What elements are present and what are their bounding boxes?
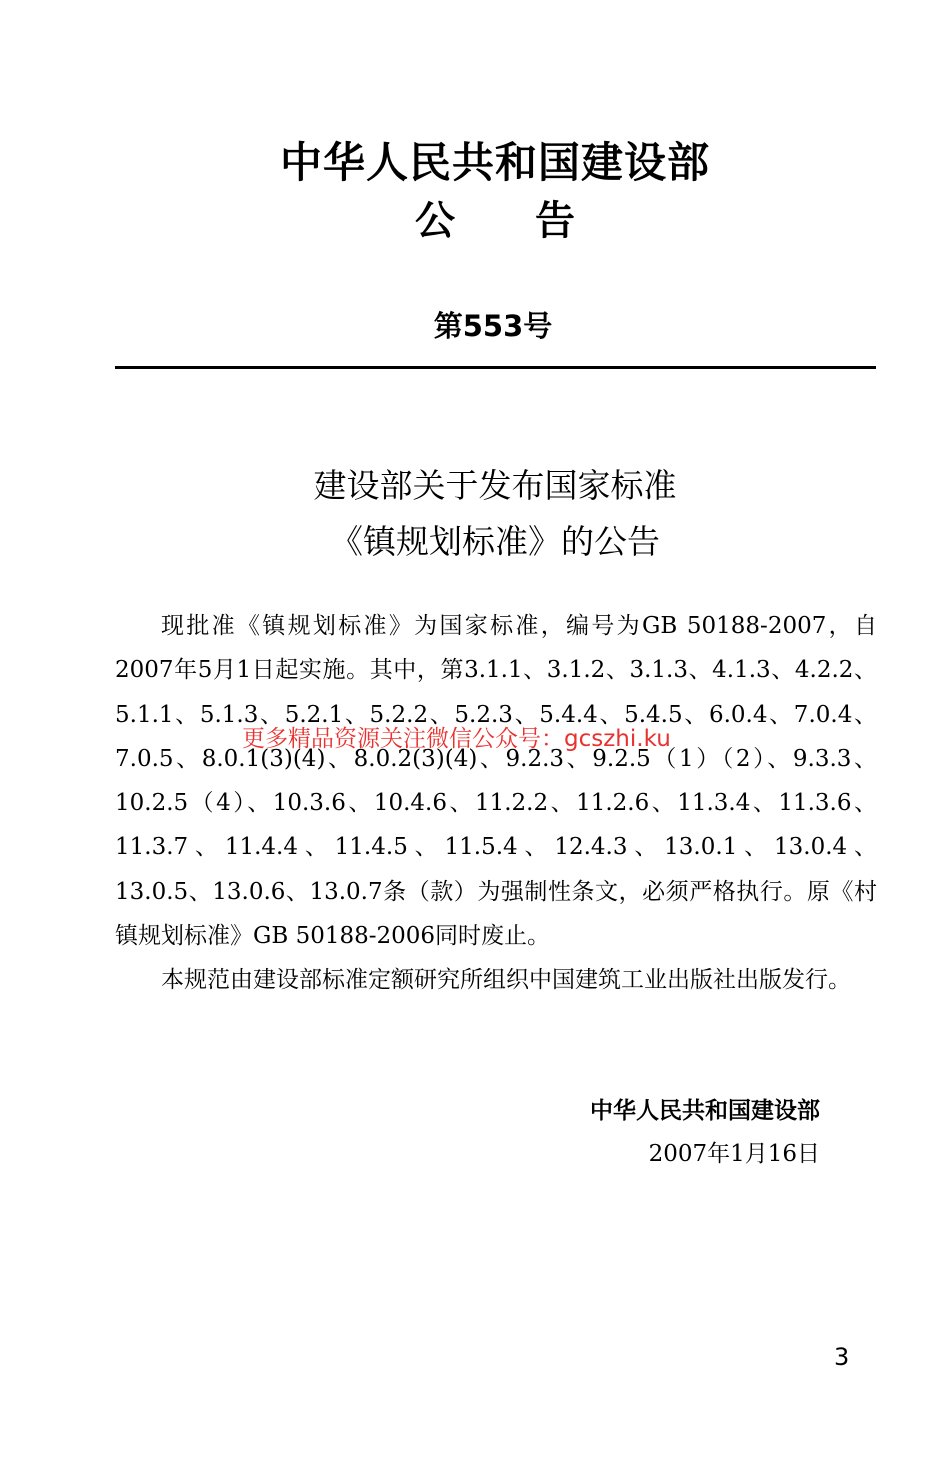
- signature-date: 2007年1月16日: [648, 1141, 820, 1167]
- signature-block: [450, 1090, 820, 1176]
- page-number: 3: [834, 1343, 850, 1371]
- notice-title: [0, 458, 950, 570]
- issuer-title: 中华人民共和国建设部: [279, 138, 710, 187]
- announcement-body: [115, 604, 877, 1003]
- body-paragraph-approval: 现批准《镇规划标准》为国家标准，编号为GB 50188-2007，自2007年5月1日起实施。其中，第3.1.1、3.1.2、3.1.3、4.1.3、4.2.2、5.1.1、5.1.3、5.2.1、5.2.2、5.2.3、5.4.4、5.4.5、6.0.4、7.0.4、7.0.5、8.0.1(3)(4)、8.0.2(3)(4)、9.2.3、9.2.5（1）（2）、9.3.3、10.2.5（4）、10.3.6、10.4.6、11.2.2、11.2.6、11.3.4、11.3.6、11.3.7、11.4.4、11.4.5、11.5.4、12.4.3、13.0.1、13.0.4、13.0.5、13.0.6、13.0.7条（款）为强制性条文，必须严格执行。原《村镇规划标准》GB 50188-2006同时废止。: [115, 613, 877, 950]
- watermark-text: 更多精品资源关注微信公众号：gcszhi.ku: [242, 726, 671, 752]
- document-type-title: 公告: [415, 198, 655, 244]
- header-divider: [115, 366, 876, 369]
- announcement-number: 第553号: [433, 309, 553, 343]
- notice-title-line-1: 建设部关于发布国家标准: [313, 466, 677, 505]
- notice-title-line-2: 《镇规划标准》的公告: [330, 522, 660, 561]
- body-paragraph-publication: 本规范由建设部标准定额研究所组织中国建筑工业出版社出版发行。: [161, 967, 851, 994]
- signature-organization: 中华人民共和国建设部: [590, 1098, 820, 1124]
